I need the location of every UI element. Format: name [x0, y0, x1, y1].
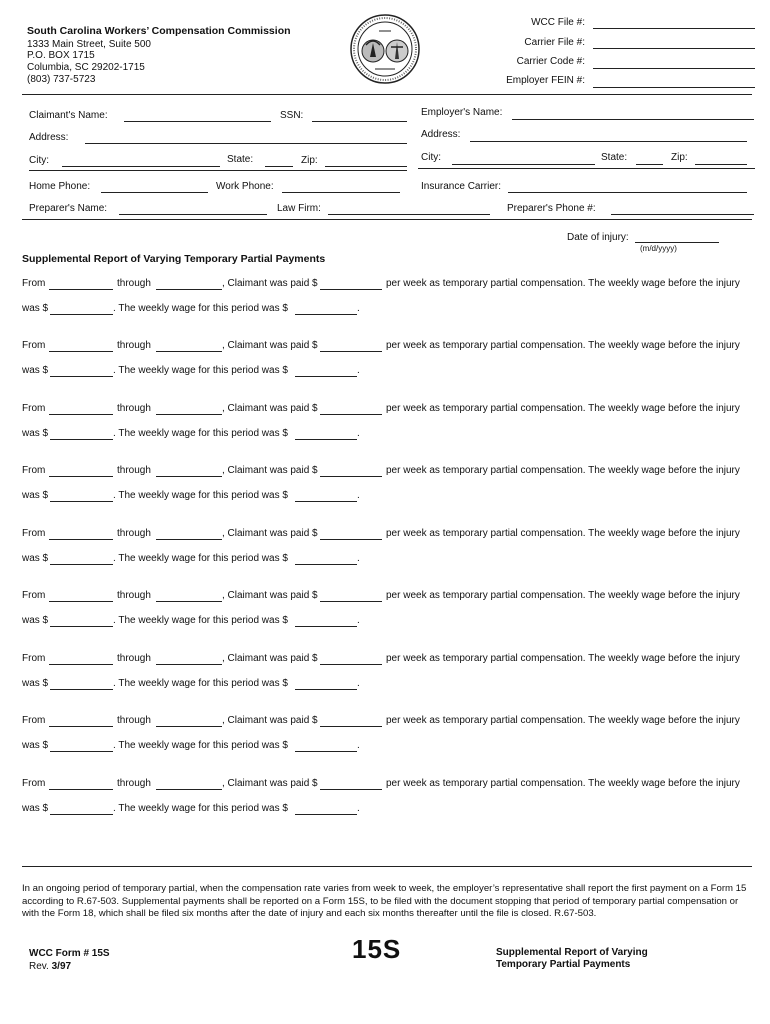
paid-label: , Claimant was paid $ [222, 340, 318, 351]
paid-amount-input[interactable] [320, 276, 382, 290]
claimant-city-input[interactable] [62, 153, 220, 167]
payment-block [0, 463, 770, 513]
period-wage-label: . The weekly wage for this period was $ [113, 490, 288, 501]
through-label: through [117, 403, 151, 414]
period-wage-label: . The weekly wage for this period was $ [113, 553, 288, 564]
claimant-city-label: City: [29, 155, 49, 166]
was-label: was $ [22, 803, 49, 814]
employer-fein-input[interactable] [593, 74, 755, 88]
through-label: through [117, 590, 151, 601]
per-week-text: per week as temporary partial compensation. The weekly wage before the injury [386, 715, 740, 726]
wcc-file-input[interactable] [593, 15, 755, 29]
from-date-input[interactable] [49, 401, 113, 415]
period-wage-input[interactable] [295, 551, 357, 565]
paid-label: , Claimant was paid $ [222, 465, 318, 476]
pre-injury-wage-input[interactable] [50, 801, 113, 815]
employer-zip-label: Zip: [671, 152, 688, 163]
agency-name: South Carolina Workers’ Compensation Commission [27, 25, 291, 37]
payment-block [0, 276, 770, 326]
through-label: through [117, 278, 151, 289]
through-date-input[interactable] [156, 776, 222, 790]
employer-state-input[interactable] [636, 151, 663, 165]
period-end: . [357, 428, 360, 439]
per-week-text: per week as temporary partial compensation. The weekly wage before the injury [386, 403, 740, 414]
form-number: WCC Form # 15S [29, 948, 110, 959]
through-date-input[interactable] [156, 276, 222, 290]
pre-injury-wage-input[interactable] [50, 613, 113, 627]
carrier-file-label: Carrier File #: [524, 37, 585, 48]
period-end: . [357, 303, 360, 314]
period-end: . [357, 553, 360, 564]
pre-injury-wage-input[interactable] [50, 551, 113, 565]
employer-name-label: Employer's Name: [421, 107, 503, 118]
date-format-hint: (m/d/yyyy) [640, 244, 677, 253]
from-label: From [22, 715, 46, 726]
payment-block [0, 713, 770, 763]
insurance-carrier-input[interactable] [508, 179, 747, 193]
claimant-address-label: Address: [29, 132, 69, 143]
home-phone-label: Home Phone: [29, 181, 91, 192]
paid-amount-input[interactable] [320, 588, 382, 602]
law-firm-input[interactable] [328, 201, 490, 215]
employer-city-label: City: [421, 152, 441, 163]
was-label: was $ [22, 553, 49, 564]
carrier-code-input[interactable] [593, 55, 755, 69]
paid-amount-input[interactable] [320, 776, 382, 790]
ssn-input[interactable] [312, 108, 407, 122]
from-date-input[interactable] [49, 776, 113, 790]
revision [29, 961, 71, 972]
pre-injury-wage-input[interactable] [50, 488, 113, 502]
employer-city-input[interactable] [452, 151, 595, 165]
through-date-input[interactable] [156, 713, 222, 727]
per-week-text: per week as temporary partial compensation. The weekly wage before the injury [386, 340, 740, 351]
from-date-input[interactable] [49, 276, 113, 290]
per-week-text: per week as temporary partial compensation. The weekly wage before the injury [386, 653, 740, 664]
payment-block [0, 401, 770, 451]
revision-label: Rev. [29, 961, 49, 972]
period-wage-label: . The weekly wage for this period was $ [113, 365, 288, 376]
through-date-input[interactable] [156, 463, 222, 477]
period-wage-input[interactable] [295, 488, 357, 502]
period-end: . [357, 365, 360, 376]
from-label: From [22, 403, 46, 414]
through-label: through [117, 778, 151, 789]
through-date-input[interactable] [156, 401, 222, 415]
payment-block [0, 776, 770, 826]
paid-label: , Claimant was paid $ [222, 778, 318, 789]
paid-amount-input[interactable] [320, 713, 382, 727]
period-wage-input[interactable] [295, 301, 357, 315]
was-label: was $ [22, 678, 49, 689]
period-wage-input[interactable] [295, 738, 357, 752]
pre-injury-wage-input[interactable] [50, 426, 113, 440]
from-label: From [22, 778, 46, 789]
employer-block-divider [418, 168, 755, 169]
period-wage-label: . The weekly wage for this period was $ [113, 803, 288, 814]
per-week-text: per week as temporary partial compensation. The weekly wage before the injury [386, 465, 740, 476]
employer-address-input[interactable] [470, 128, 747, 142]
employer-zip-input[interactable] [695, 151, 747, 165]
claimant-state-input[interactable] [265, 153, 293, 167]
period-wage-input[interactable] [295, 426, 357, 440]
claimant-zip-input[interactable] [325, 153, 407, 167]
payment-block [0, 588, 770, 638]
paid-amount-input[interactable] [320, 338, 382, 352]
claimant-name-input[interactable] [124, 108, 271, 122]
through-date-input[interactable] [156, 588, 222, 602]
from-label: From [22, 653, 46, 664]
preparer-name-label: Preparer's Name: [29, 203, 108, 214]
through-label: through [117, 528, 151, 539]
period-wage-label: . The weekly wage for this period was $ [113, 303, 288, 314]
per-week-text: per week as temporary partial compensation. The weekly wage before the injury [386, 590, 740, 601]
instructions-note: In an ongoing period of temporary partial, when the compensation rate varies from week to week, the employer’s representative shall report the first payment on a Form 15 according to R.67-503. Supplemental payments shall be reported on a Form 15S, to be filed with the document stopping that period of temporary partial compensation or with the Form 18, which shall be filed six months after the date of injury and each six months thereafter until the file is closed. R.67-503. [22, 883, 747, 919]
employer-state-label: State: [601, 152, 628, 163]
agency-address-line: P.O. BOX 1715 [27, 50, 95, 61]
pre-injury-wage-input[interactable] [50, 301, 113, 315]
law-firm-label: Law Firm: [277, 203, 321, 214]
paid-amount-input[interactable] [320, 526, 382, 540]
through-date-input[interactable] [156, 338, 222, 352]
payment-block [0, 338, 770, 388]
payment-block [0, 651, 770, 701]
period-wage-input[interactable] [295, 676, 357, 690]
claimant-address-input[interactable] [85, 130, 407, 144]
date-of-injury-label: Date of injury: [567, 232, 629, 243]
through-label: through [117, 340, 151, 351]
header-divider [22, 94, 752, 95]
pre-injury-wage-input[interactable] [50, 363, 113, 377]
period-wage-label: . The weekly wage for this period was $ [113, 615, 288, 626]
per-week-text: per week as temporary partial compensation. The weekly wage before the injury [386, 778, 740, 789]
footer-title-line-1: Supplemental Report of Varying [496, 947, 648, 958]
from-label: From [22, 528, 46, 539]
employer-fein-label: Employer FEIN #: [506, 75, 585, 86]
through-label: through [117, 715, 151, 726]
per-week-text: per week as temporary partial compensation. The weekly wage before the injury [386, 528, 740, 539]
period-wage-label: . The weekly wage for this period was $ [113, 740, 288, 751]
from-label: From [22, 590, 46, 601]
claimant-state-label: State: [227, 154, 254, 165]
preparer-phone-input[interactable] [611, 201, 754, 215]
agency-phone: (803) 737-5723 [27, 74, 96, 85]
agency-address-line: Columbia, SC 29202-1715 [27, 62, 145, 73]
ssn-label: SSN: [280, 110, 304, 121]
was-label: was $ [22, 615, 49, 626]
from-date-input[interactable] [49, 713, 113, 727]
agency-address-line: 1333 Main Street, Suite 500 [27, 39, 151, 50]
payment-block [0, 526, 770, 576]
carrier-file-input[interactable] [593, 35, 755, 49]
state-seal-icon [349, 13, 421, 85]
carrier-code-label: Carrier Code #: [516, 56, 585, 67]
from-date-input[interactable] [49, 463, 113, 477]
through-label: through [117, 465, 151, 476]
period-wage-label: . The weekly wage for this period was $ [113, 678, 288, 689]
from-date-input[interactable] [49, 588, 113, 602]
footer-divider [22, 866, 752, 867]
preparer-name-input[interactable] [119, 201, 267, 215]
claimant-name-label: Claimant's Name: [29, 110, 108, 121]
through-date-input[interactable] [156, 526, 222, 540]
home-phone-input[interactable] [101, 179, 208, 193]
footer-title-line-2: Temporary Partial Payments [496, 959, 631, 970]
was-label: was $ [22, 490, 49, 501]
period-wage-input[interactable] [295, 613, 357, 627]
period-end: . [357, 615, 360, 626]
work-phone-label: Work Phone: [216, 181, 274, 192]
paid-label: , Claimant was paid $ [222, 403, 318, 414]
employer-address-label: Address: [421, 129, 461, 140]
from-date-input[interactable] [49, 651, 113, 665]
period-wage-label: . The weekly wage for this period was $ [113, 428, 288, 439]
wcc-file-label: WCC File #: [531, 17, 585, 28]
from-date-input[interactable] [49, 338, 113, 352]
per-week-text: per week as temporary partial compensation. The weekly wage before the injury [386, 278, 740, 289]
claimant-zip-label: Zip: [301, 155, 318, 166]
was-label: was $ [22, 303, 49, 314]
form-code: 15S [352, 934, 402, 964]
preparer-phone-label: Preparer's Phone #: [507, 203, 596, 214]
pre-injury-wage-input[interactable] [50, 738, 113, 752]
period-end: . [357, 803, 360, 814]
paid-label: , Claimant was paid $ [222, 528, 318, 539]
paid-amount-input[interactable] [320, 401, 382, 415]
period-end: . [357, 740, 360, 751]
insurance-carrier-label: Insurance Carrier: [421, 181, 502, 192]
employer-name-input[interactable] [512, 106, 754, 120]
section-title: Supplemental Report of Varying Temporary Partial Payments [22, 253, 326, 265]
revision-date: 3/97 [51, 961, 72, 972]
was-label: was $ [22, 428, 49, 439]
through-date-input[interactable] [156, 651, 222, 665]
from-label: From [22, 465, 46, 476]
pre-injury-wage-input[interactable] [50, 676, 113, 690]
period-end: . [357, 490, 360, 501]
period-wage-input[interactable] [295, 801, 357, 815]
from-date-input[interactable] [49, 526, 113, 540]
paid-label: , Claimant was paid $ [222, 653, 318, 664]
was-label: was $ [22, 365, 49, 376]
through-label: through [117, 653, 151, 664]
paid-label: , Claimant was paid $ [222, 590, 318, 601]
paid-amount-input[interactable] [320, 651, 382, 665]
paid-label: , Claimant was paid $ [222, 715, 318, 726]
date-of-injury-input[interactable] [635, 229, 719, 243]
work-phone-input[interactable] [282, 179, 400, 193]
from-label: From [22, 278, 46, 289]
from-label: From [22, 340, 46, 351]
paid-label: , Claimant was paid $ [222, 278, 318, 289]
claimant-block-divider [29, 170, 407, 171]
period-wage-input[interactable] [295, 363, 357, 377]
claimant-section-divider [22, 219, 752, 220]
was-label: was $ [22, 740, 49, 751]
paid-amount-input[interactable] [320, 463, 382, 477]
period-end: . [357, 678, 360, 689]
